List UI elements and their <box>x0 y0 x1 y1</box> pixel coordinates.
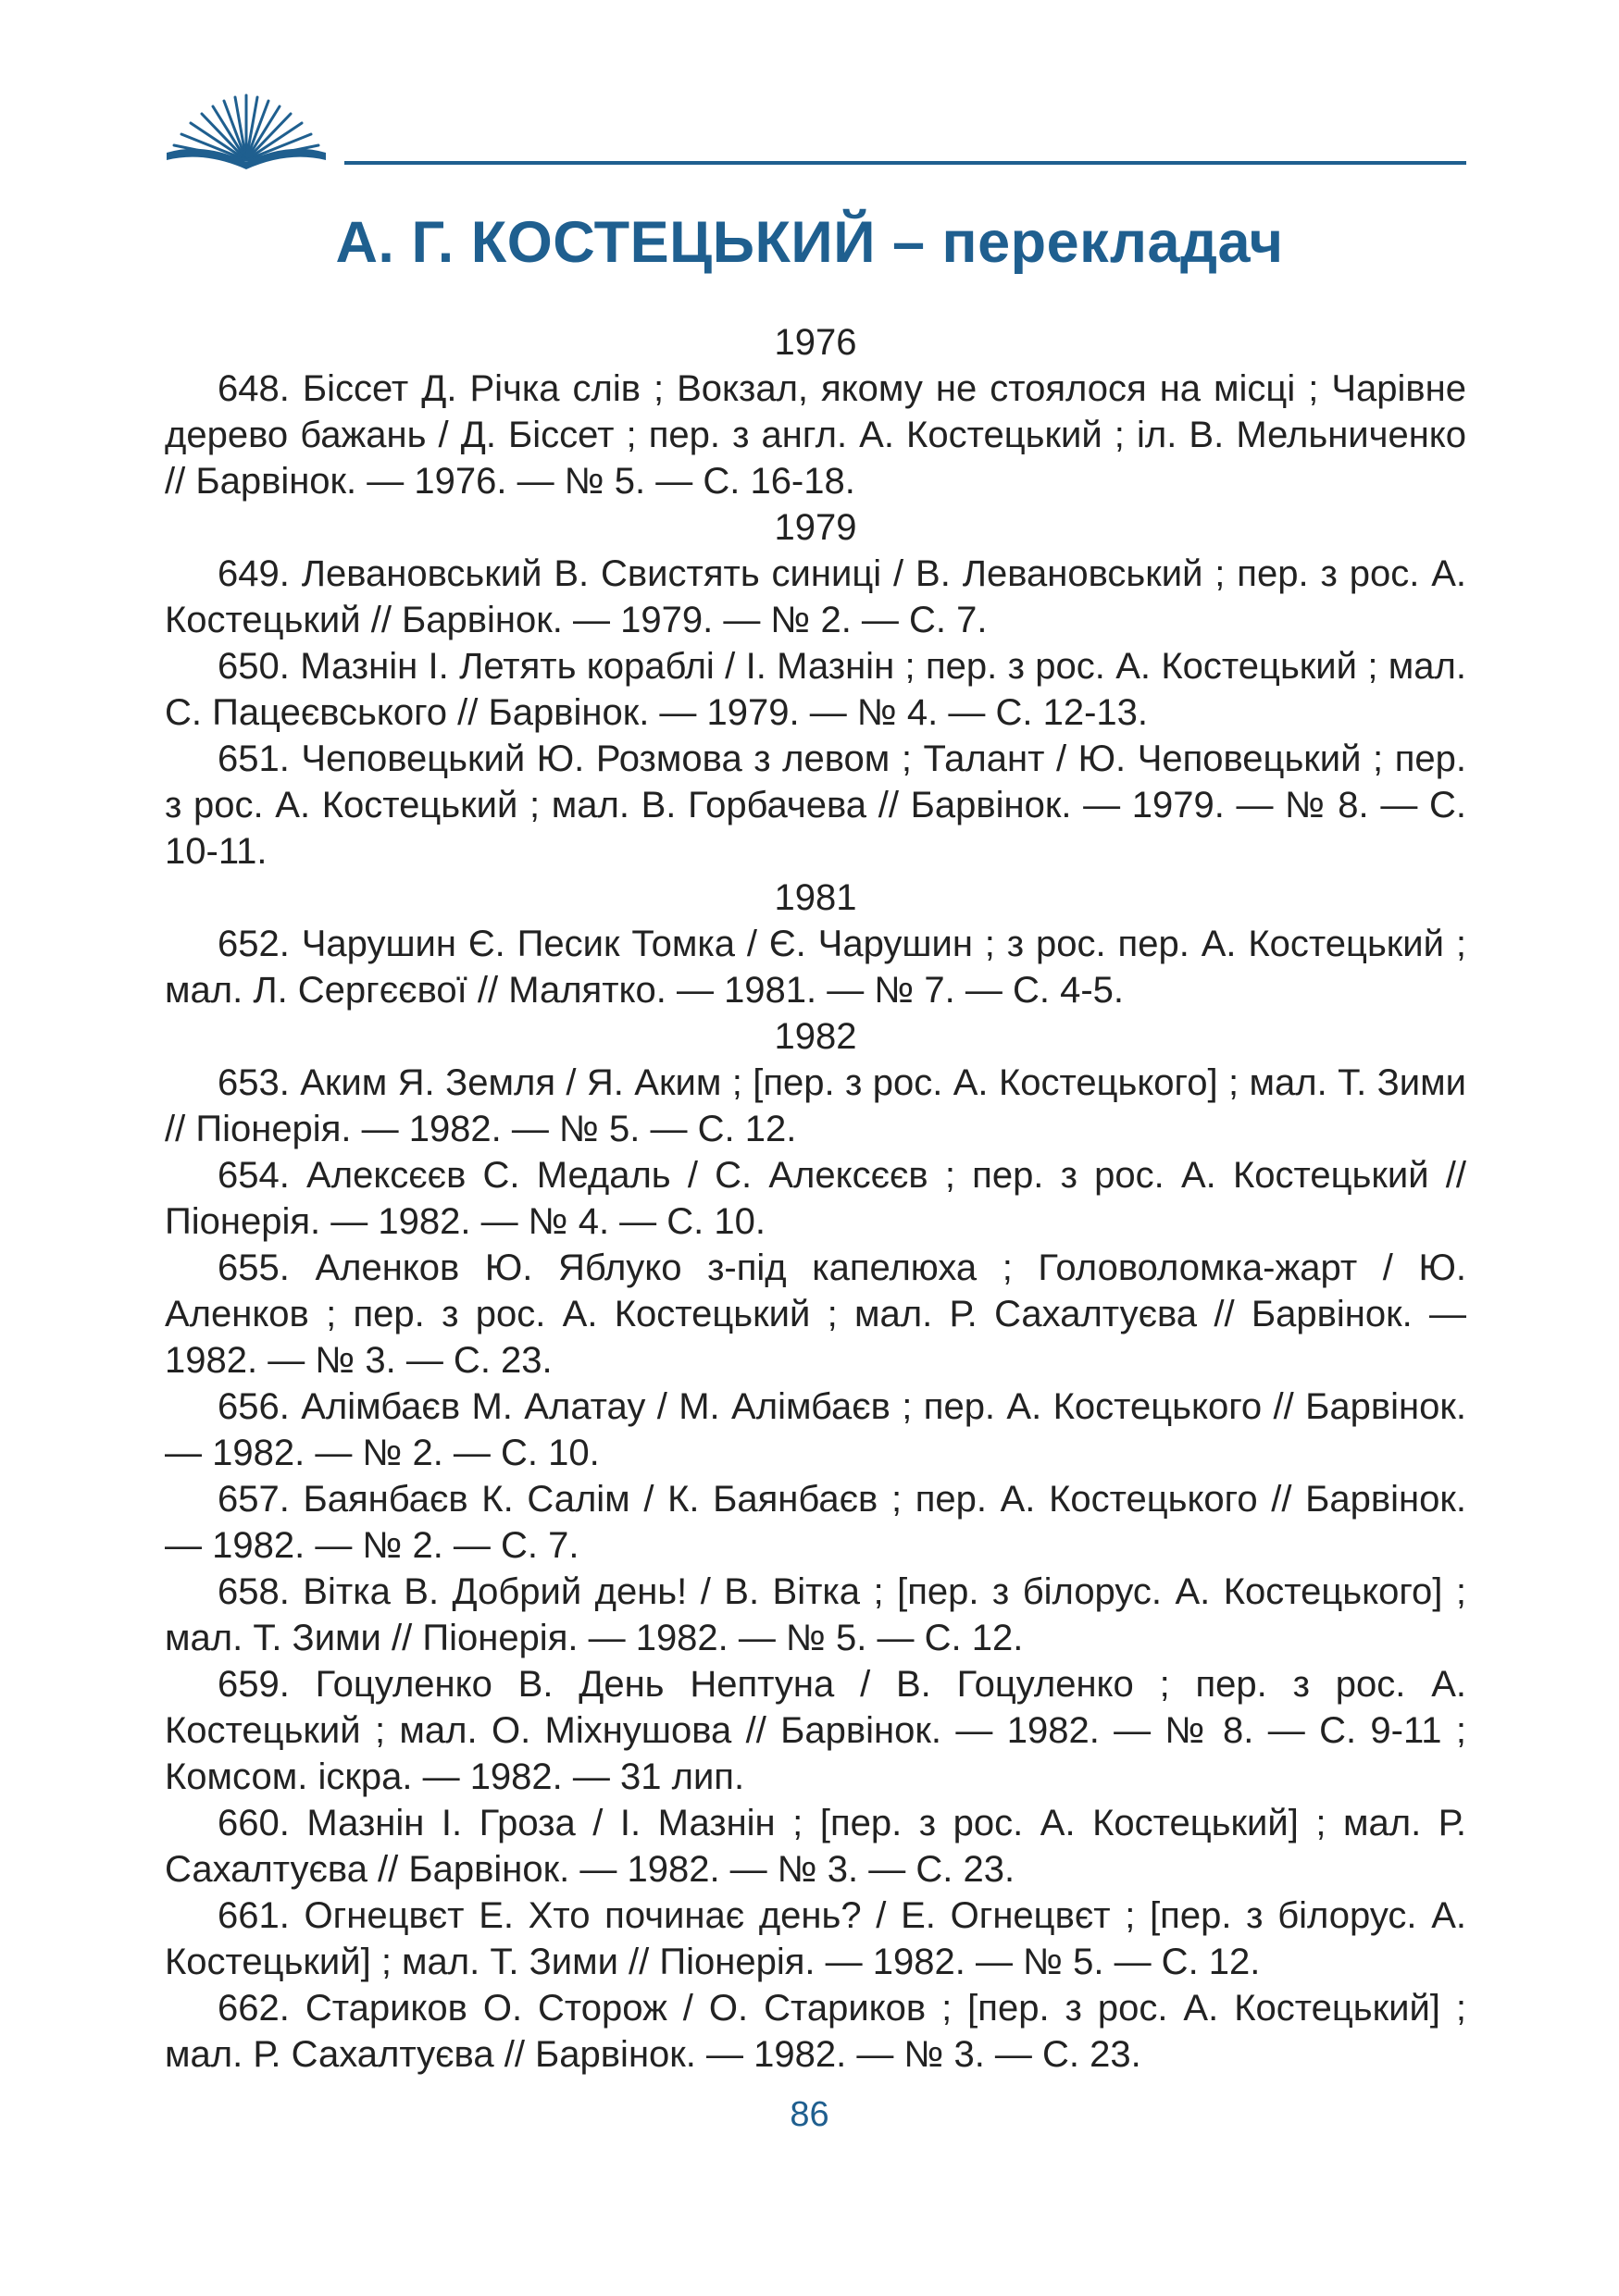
entry: 650. Мазнін І. Летять кораблі / І. Мазнін ; пер. з рос. А. Костецький ; мал. С. Пацеєвського // Барвінок. — 1979. — № 4. — С. 12-13. <box>165 646 1466 733</box>
entry: 651. Чеповецький Ю. Розмова з левом ; Талант / Ю. Чеповецький ; пер. з рос. А. Костецький ; мал. В. Горбачева // Барвінок. — 1979. — № 8. — С. 10-11. <box>165 738 1466 872</box>
page-number: 86 <box>790 2095 829 2134</box>
entry: 655. Аленков Ю. Яблуко з-під капелюха ; Головоломка-жарт / Ю. Аленков ; пер. з рос. А. Костецький ; мал. Р. Сахалтуєва // Барвінок. — 1982. — № 3. — С. 23. <box>165 1247 1466 1381</box>
entry: 654. Алексєєв С. Медаль / С. Алексєєв ; пер. з рос. А. Костецький // Піонерія. — 1982. — № 4. — С. 10. <box>165 1155 1466 1242</box>
entry: 656. Алімбаєв М. Алатау / М. Алімбаєв ; пер. А. Костецького // Барвінок. — 1982. — № 2. — С. 10. <box>165 1386 1466 1473</box>
entry: 653. Аким Я. Земля / Я. Аким ; [пер. з рос. А. Костецького] ; мал. Т. Зими // Піонерія. — 1982. — № 5. — С. 12. <box>165 1062 1466 1149</box>
year-heading: 1976 <box>774 322 857 363</box>
year-heading: 1982 <box>774 1016 857 1057</box>
year-heading: 1979 <box>774 507 857 548</box>
header-rule <box>344 161 1466 165</box>
page-title: А. Г. КОСТЕЦЬКИЙ – перекладач <box>335 210 1284 275</box>
entry: 661. Огнецвєт Е. Хто починає день? / Е. Огнецвєт ; [пер. з білорус. А. Костецький] ; мал. Т. Зими // Піонерія. — 1982. — № 5. — С. 12. <box>165 1895 1466 1982</box>
entry: 662. Стариков О. Сторож / О. Стариков ; [пер. з рос. А. Костецький] ; мал. Р. Сахалтуєва // Барвінок. — 1982. — № 3. — С. 23. <box>165 1988 1466 2075</box>
entry: 659. Гоцуленко В. День Нептуна / В. Гоцуленко ; пер. з рос. А. Костецький ; мал. О. Міхнушова // Барвінок. — 1982. — № 8. — С. 9-11 ; Комсом. іскра. — 1982. — 31 лип. <box>165 1664 1466 1797</box>
open-book-icon <box>163 88 330 171</box>
entry: 649. Левановський В. Свистять синиці / В. Левановський ; пер. з рос. А. Костецький // Барвінок. — 1979. — № 2. — С. 7. <box>165 553 1466 640</box>
entry: 660. Мазнін І. Гроза / І. Мазнін ; [пер. з рос. А. Костецький] ; мал. Р. Сахалтуєва // Барвінок. — 1982. — № 3. — С. 23. <box>165 1803 1466 1890</box>
entry: 652. Чарушин Є. Песик Томка / Є. Чарушин ; з рос. пер. А. Костецький ; мал. Л. Сергєєвої // Малятко. — 1981. — № 7. — С. 4-5. <box>165 924 1466 1011</box>
year-heading: 1981 <box>774 877 857 918</box>
entry: 658. Вітка В. Добрий день! / В. Вітка ; [пер. з білорус. А. Костецького] ; мал. Т. Зими // Піонерія. — 1982. — № 5. — С. 12. <box>165 1571 1466 1658</box>
entry: 657. Баянбаєв К. Салім / К. Баянбаєв ; пер. А. Костецького // Барвінок. — 1982. — № 2. — С. 7. <box>165 1479 1466 1566</box>
entry: 648. Біссет Д. Річка слів ; Вокзал, якому не стоялося на місці ; Чарівне дерево бажань / Д. Біссет ; пер. з англ. А. Костецький ; іл. В. Мельниченко // Барвінок. — 1976. — № 5. — С. 16-18. <box>165 368 1466 502</box>
bibliography <box>165 319 1466 2078</box>
